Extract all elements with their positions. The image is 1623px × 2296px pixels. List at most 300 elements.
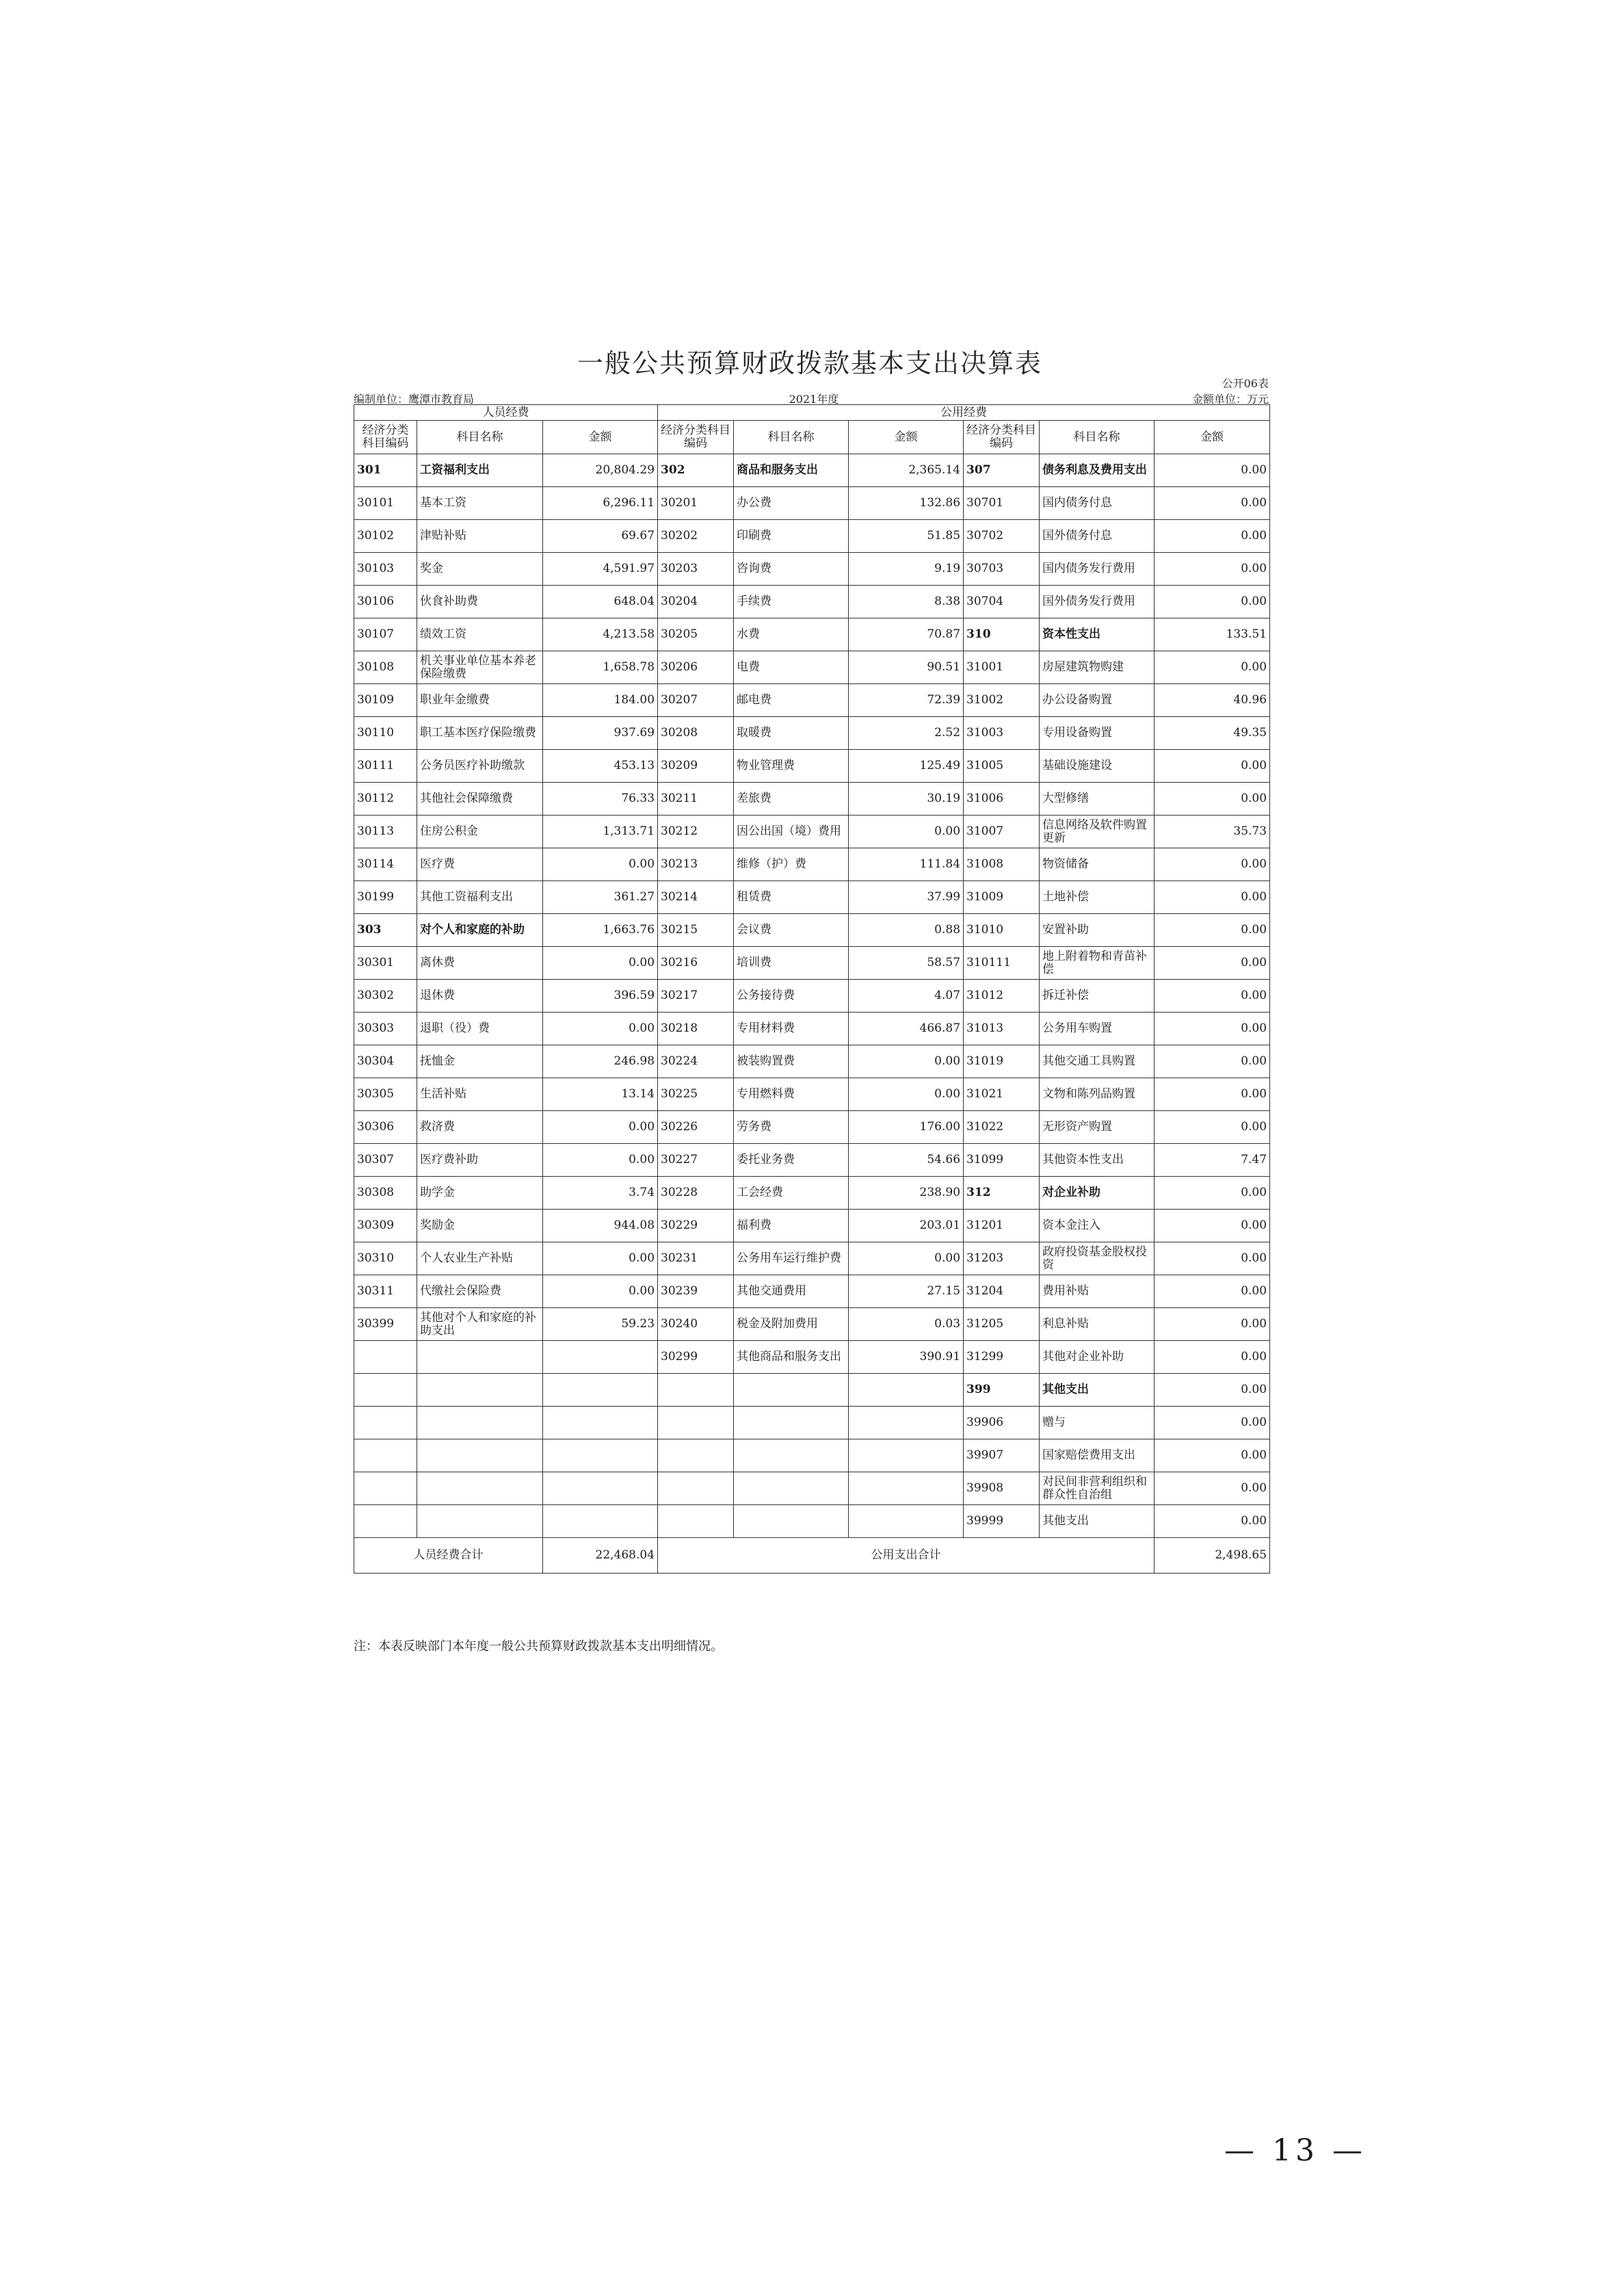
subject-name-cell: 办公费 xyxy=(734,487,849,520)
subject-name-cell: 水费 xyxy=(734,618,849,651)
table-row xyxy=(354,454,1270,487)
subject-name-cell: 工资福利支出 xyxy=(417,454,543,487)
subject-name-cell: 物业管理费 xyxy=(734,750,849,783)
subject-code-cell: 30111 xyxy=(354,750,417,783)
table-row xyxy=(354,1407,1270,1439)
subject-name-cell xyxy=(734,1505,849,1538)
amount-cell xyxy=(543,1439,658,1472)
subject-code-cell: 30214 xyxy=(658,881,734,914)
table-row xyxy=(354,1505,1270,1538)
subject-name-cell: 其他支出 xyxy=(1040,1374,1154,1407)
personnel-total-value: 22,468.04 xyxy=(543,1538,658,1574)
subject-name-cell: 其他对企业补助 xyxy=(1040,1341,1154,1374)
subject-code-cell: 30203 xyxy=(658,553,734,586)
subject-code-cell: 30213 xyxy=(658,848,734,881)
subject-name-cell: 邮电费 xyxy=(734,684,849,717)
amount-cell: 111.84 xyxy=(849,848,964,881)
subject-code-cell: 30208 xyxy=(658,717,734,750)
subject-code-cell xyxy=(658,1472,734,1505)
subject-code-cell: 31019 xyxy=(964,1045,1040,1078)
amount-cell: 0.00 xyxy=(1154,1013,1270,1045)
subject-code-cell: 31007 xyxy=(964,816,1040,848)
subject-code-cell: 30204 xyxy=(658,586,734,618)
subject-name-cell: 税金及附加费用 xyxy=(734,1308,849,1341)
table-row xyxy=(354,487,1270,520)
subject-name-cell: 其他支出 xyxy=(1040,1505,1154,1538)
amount-cell: 0.00 xyxy=(543,947,658,980)
amount-cell: 125.49 xyxy=(849,750,964,783)
subject-code-cell: 30109 xyxy=(354,684,417,717)
subject-name-cell: 土地补偿 xyxy=(1040,881,1154,914)
subject-code-cell: 310111 xyxy=(964,947,1040,980)
subject-name-cell: 劳务费 xyxy=(734,1111,849,1144)
subject-code-cell xyxy=(354,1505,417,1538)
subject-code-cell: 30307 xyxy=(354,1144,417,1177)
subject-code-cell: 30311 xyxy=(354,1275,417,1308)
subject-name-cell: 资本性支出 xyxy=(1040,618,1154,651)
amount-cell: 30.19 xyxy=(849,783,964,816)
subject-code-cell: 30704 xyxy=(964,586,1040,618)
amount-cell xyxy=(543,1341,658,1374)
subject-code-cell: 30206 xyxy=(658,651,734,684)
amount-cell: 0.00 xyxy=(543,1275,658,1308)
subject-code-cell: 31022 xyxy=(964,1111,1040,1144)
subject-code-cell: 31203 xyxy=(964,1242,1040,1275)
table-note: 注：本表反映部门本年度一般公共预算财政拨款基本支出明细情况。 xyxy=(354,1639,723,1654)
subject-name-cell: 对企业补助 xyxy=(1040,1177,1154,1210)
subject-code-cell: 30224 xyxy=(658,1045,734,1078)
subject-name-cell: 奖金 xyxy=(417,553,543,586)
amount-cell: 58.57 xyxy=(849,947,964,980)
subject-name-cell xyxy=(734,1472,849,1505)
subject-name-cell: 退职（役）费 xyxy=(417,1013,543,1045)
subject-code-cell: 302 xyxy=(658,454,734,487)
subject-name-cell: 职工基本医疗保险缴费 xyxy=(417,717,543,750)
amount-cell: 944.08 xyxy=(543,1210,658,1242)
subject-name-cell: 费用补贴 xyxy=(1040,1275,1154,1308)
subject-code-cell: 312 xyxy=(964,1177,1040,1210)
amount-cell: 0.03 xyxy=(849,1308,964,1341)
amount-cell: 8.38 xyxy=(849,586,964,618)
amount-cell: 1,663.76 xyxy=(543,914,658,947)
column-header-amount: 金额 xyxy=(849,421,964,454)
subject-code-cell: 30303 xyxy=(354,1013,417,1045)
subject-name-cell: 公务用车运行维护费 xyxy=(734,1242,849,1275)
subject-name-cell: 抚恤金 xyxy=(417,1045,543,1078)
amount-cell: 0.88 xyxy=(849,914,964,947)
subject-name-cell: 文物和陈列品购置 xyxy=(1040,1078,1154,1111)
subject-code-cell: 30209 xyxy=(658,750,734,783)
table-row xyxy=(354,1210,1270,1242)
amount-cell: 0.00 xyxy=(1154,553,1270,586)
subject-code-cell: 30114 xyxy=(354,848,417,881)
subject-code-cell: 30212 xyxy=(658,816,734,848)
table-row xyxy=(354,651,1270,684)
subject-name-cell: 差旅费 xyxy=(734,783,849,816)
subject-name-cell xyxy=(417,1439,543,1472)
subject-code-cell: 30217 xyxy=(658,980,734,1013)
table-title: 一般公共预算财政拨款基本支出决算表 xyxy=(577,348,1042,378)
amount-cell: 184.00 xyxy=(543,684,658,717)
subject-code-cell: 31013 xyxy=(964,1013,1040,1045)
subject-code-cell: 30228 xyxy=(658,1177,734,1210)
subject-code-cell: 399 xyxy=(964,1374,1040,1407)
table-row xyxy=(354,1013,1270,1045)
table-row xyxy=(354,1177,1270,1210)
subject-code-cell: 30211 xyxy=(658,783,734,816)
subject-name-cell: 绩效工资 xyxy=(417,618,543,651)
amount-cell: 133.51 xyxy=(1154,618,1270,651)
table-row xyxy=(354,947,1270,980)
amount-cell: 0.00 xyxy=(1154,848,1270,881)
subject-code-cell: 31002 xyxy=(964,684,1040,717)
table-row xyxy=(354,586,1270,618)
amount-cell: 4,591.97 xyxy=(543,553,658,586)
amount-cell: 203.01 xyxy=(849,1210,964,1242)
subject-name-cell xyxy=(734,1374,849,1407)
table-row xyxy=(354,750,1270,783)
fiscal-year: 2021年度 xyxy=(789,393,839,406)
subject-code-cell: 30229 xyxy=(658,1210,734,1242)
subject-name-cell: 工会经费 xyxy=(734,1177,849,1210)
amount-cell: 90.51 xyxy=(849,651,964,684)
amount-cell: 648.04 xyxy=(543,586,658,618)
subject-code-cell: 30305 xyxy=(354,1078,417,1111)
subject-code-cell: 39907 xyxy=(964,1439,1040,1472)
table-row xyxy=(354,520,1270,553)
subject-name-cell: 政府投资基金股权投资 xyxy=(1040,1242,1154,1275)
subject-code-cell: 30310 xyxy=(354,1242,417,1275)
amount-cell: 0.00 xyxy=(1154,1078,1270,1111)
amount-cell: 1,313.71 xyxy=(543,816,658,848)
amount-cell: 51.85 xyxy=(849,520,964,553)
subject-code-cell: 31003 xyxy=(964,717,1040,750)
table-row xyxy=(354,1111,1270,1144)
subject-code-cell: 30308 xyxy=(354,1177,417,1210)
amount-cell: 0.00 xyxy=(1154,1111,1270,1144)
amount-cell: 76.33 xyxy=(543,783,658,816)
subject-name-cell: 医疗费补助 xyxy=(417,1144,543,1177)
table-row xyxy=(354,816,1270,848)
amount-cell: 0.00 xyxy=(1154,651,1270,684)
amount-cell: 176.00 xyxy=(849,1111,964,1144)
subject-code-cell: 31099 xyxy=(964,1144,1040,1177)
amount-cell: 0.00 xyxy=(1154,1407,1270,1439)
amount-cell xyxy=(543,1374,658,1407)
table-row xyxy=(354,848,1270,881)
subject-code-cell: 30701 xyxy=(964,487,1040,520)
subject-name-cell: 其他对个人和家庭的补助支出 xyxy=(417,1308,543,1341)
subject-name-cell: 赠与 xyxy=(1040,1407,1154,1439)
subject-code-cell: 30205 xyxy=(658,618,734,651)
amount-cell: 37.99 xyxy=(849,881,964,914)
table-row xyxy=(354,1275,1270,1308)
subject-name-cell: 奖励金 xyxy=(417,1210,543,1242)
table-row xyxy=(354,1374,1270,1407)
column-header-code: 经济分类科目编码 xyxy=(964,421,1040,454)
subject-name-cell: 助学金 xyxy=(417,1177,543,1210)
amount-cell xyxy=(849,1472,964,1505)
amount-cell xyxy=(849,1439,964,1472)
subject-code-cell: 30110 xyxy=(354,717,417,750)
amount-cell: 132.86 xyxy=(849,487,964,520)
amount-cell: 0.00 xyxy=(543,1013,658,1045)
subject-code-cell: 30702 xyxy=(964,520,1040,553)
amount-cell: 0.00 xyxy=(1154,947,1270,980)
subject-name-cell: 福利费 xyxy=(734,1210,849,1242)
amount-cell: 0.00 xyxy=(849,816,964,848)
amount-cell: 0.00 xyxy=(1154,1472,1270,1505)
amount-cell: 35.73 xyxy=(1154,816,1270,848)
subject-code-cell xyxy=(658,1374,734,1407)
amount-cell xyxy=(543,1505,658,1538)
table-row xyxy=(354,553,1270,586)
subject-name-cell: 其他社会保障缴费 xyxy=(417,783,543,816)
subject-code-cell: 30202 xyxy=(658,520,734,553)
amount-cell: 0.00 xyxy=(1154,1177,1270,1210)
subject-name-cell: 公务接待费 xyxy=(734,980,849,1013)
subject-code-cell: 30215 xyxy=(658,914,734,947)
subject-code-cell: 30226 xyxy=(658,1111,734,1144)
amount-cell: 0.00 xyxy=(543,1144,658,1177)
subject-name-cell: 物资储备 xyxy=(1040,848,1154,881)
subject-name-cell: 其他交通工具购置 xyxy=(1040,1045,1154,1078)
amount-cell: 0.00 xyxy=(1154,1308,1270,1341)
subject-code-cell: 30106 xyxy=(354,586,417,618)
subject-code-cell: 30216 xyxy=(658,947,734,980)
table-row xyxy=(354,717,1270,750)
table-row xyxy=(354,1341,1270,1374)
subject-name-cell: 对个人和家庭的补助 xyxy=(417,914,543,947)
table-row xyxy=(354,684,1270,717)
subject-name-cell xyxy=(417,1505,543,1538)
subject-code-cell xyxy=(354,1374,417,1407)
subject-code-cell: 31001 xyxy=(964,651,1040,684)
amount-cell: 0.00 xyxy=(543,1111,658,1144)
subject-name-cell: 代缴社会保险费 xyxy=(417,1275,543,1308)
column-header-code: 经济分类科目编码 xyxy=(658,421,734,454)
subject-name-cell: 国外债务发行费用 xyxy=(1040,586,1154,618)
subject-code-cell: 39908 xyxy=(964,1472,1040,1505)
amount-cell: 937.69 xyxy=(543,717,658,750)
amount-cell xyxy=(849,1505,964,1538)
subject-name-cell: 地上附着物和青苗补偿 xyxy=(1040,947,1154,980)
subject-code-cell: 30703 xyxy=(964,553,1040,586)
subject-name-cell: 专用材料费 xyxy=(734,1013,849,1045)
subject-code-cell: 31299 xyxy=(964,1341,1040,1374)
subject-code-cell: 303 xyxy=(354,914,417,947)
amount-cell: 6,296.11 xyxy=(543,487,658,520)
subject-name-cell: 伙食补助费 xyxy=(417,586,543,618)
compiling-unit: 编制单位：鹰潭市教育局 xyxy=(354,393,475,406)
subject-name-cell: 专用燃料费 xyxy=(734,1078,849,1111)
amount-cell: 40.96 xyxy=(1154,684,1270,717)
subject-name-cell: 会议费 xyxy=(734,914,849,947)
column-header-amount: 金额 xyxy=(1154,421,1270,454)
amount-cell: 49.35 xyxy=(1154,717,1270,750)
column-header-amount: 金额 xyxy=(543,421,658,454)
subject-code-cell xyxy=(658,1505,734,1538)
subject-name-cell: 住房公积金 xyxy=(417,816,543,848)
amount-cell xyxy=(543,1472,658,1505)
subject-name-cell: 咨询费 xyxy=(734,553,849,586)
amount-cell: 0.00 xyxy=(1154,881,1270,914)
subject-name-cell: 大型修缮 xyxy=(1040,783,1154,816)
subject-code-cell: 30108 xyxy=(354,651,417,684)
amount-cell: 0.00 xyxy=(543,1242,658,1275)
subject-code-cell: 30306 xyxy=(354,1111,417,1144)
subject-code-cell: 31008 xyxy=(964,848,1040,881)
subject-name-cell: 房屋建筑物购建 xyxy=(1040,651,1154,684)
subject-name-cell: 办公设备购置 xyxy=(1040,684,1154,717)
column-header-name: 科目名称 xyxy=(417,421,543,454)
amount-cell xyxy=(543,1407,658,1439)
subject-name-cell: 救济费 xyxy=(417,1111,543,1144)
subject-name-cell: 离休费 xyxy=(417,947,543,980)
subject-name-cell: 公务用车购置 xyxy=(1040,1013,1154,1045)
table-row xyxy=(354,1078,1270,1111)
subject-code-cell: 30199 xyxy=(354,881,417,914)
subject-code-cell: 39906 xyxy=(964,1407,1040,1439)
personnel-total-label: 人员经费合计 xyxy=(354,1538,543,1574)
subject-code-cell xyxy=(658,1407,734,1439)
subject-name-cell: 对民间非营利组织和群众性自治组 xyxy=(1040,1472,1154,1505)
subject-name-cell: 取暖费 xyxy=(734,717,849,750)
amount-cell: 0.00 xyxy=(1154,1242,1270,1275)
subject-code-cell: 30112 xyxy=(354,783,417,816)
subject-name-cell: 利息补贴 xyxy=(1040,1308,1154,1341)
subject-name-cell: 被装购置费 xyxy=(734,1045,849,1078)
subject-code-cell: 39999 xyxy=(964,1505,1040,1538)
subject-code-cell: 30299 xyxy=(658,1341,734,1374)
subject-name-cell xyxy=(734,1439,849,1472)
amount-cell: 27.15 xyxy=(849,1275,964,1308)
subject-name-cell: 退休费 xyxy=(417,980,543,1013)
subject-name-cell: 商品和服务支出 xyxy=(734,454,849,487)
subject-code-cell: 30201 xyxy=(658,487,734,520)
subject-code-cell: 30101 xyxy=(354,487,417,520)
table-row xyxy=(354,1045,1270,1078)
amount-cell: 0.00 xyxy=(1154,1275,1270,1308)
subject-code-cell: 30302 xyxy=(354,980,417,1013)
amount-cell: 0.00 xyxy=(1154,1505,1270,1538)
amount-cell: 59.23 xyxy=(543,1308,658,1341)
amount-cell: 0.00 xyxy=(543,848,658,881)
amount-cell: 9.19 xyxy=(849,553,964,586)
amount-cell: 453.13 xyxy=(543,750,658,783)
subject-name-cell: 津贴补贴 xyxy=(417,520,543,553)
subject-code-cell: 30240 xyxy=(658,1308,734,1341)
subject-code-cell: 31006 xyxy=(964,783,1040,816)
subject-name-cell: 资本金注入 xyxy=(1040,1210,1154,1242)
subject-name-cell: 国家赔偿费用支出 xyxy=(1040,1439,1154,1472)
amount-cell: 0.00 xyxy=(849,1078,964,1111)
amount-cell: 2,365.14 xyxy=(849,454,964,487)
public-expense-header: 公用经费 xyxy=(658,405,1270,421)
amount-cell: 246.98 xyxy=(543,1045,658,1078)
subject-code-cell: 31021 xyxy=(964,1078,1040,1111)
subject-name-cell: 基本工资 xyxy=(417,487,543,520)
amount-cell: 0.00 xyxy=(849,1242,964,1275)
public-total-label: 公用支出合计 xyxy=(658,1538,1154,1574)
column-header-code: 经济分类科目编码 xyxy=(354,421,417,454)
subject-name-cell: 其他交通费用 xyxy=(734,1275,849,1308)
subject-name-cell: 职业年金缴费 xyxy=(417,684,543,717)
subject-code-cell: 31204 xyxy=(964,1275,1040,1308)
amount-cell: 72.39 xyxy=(849,684,964,717)
subject-code-cell: 310 xyxy=(964,618,1040,651)
subject-code-cell xyxy=(658,1439,734,1472)
subject-name-cell: 生活补贴 xyxy=(417,1078,543,1111)
subject-name-cell: 国外债务付息 xyxy=(1040,520,1154,553)
subject-code-cell xyxy=(354,1341,417,1374)
subject-name-cell xyxy=(417,1374,543,1407)
amount-cell: 2.52 xyxy=(849,717,964,750)
amount-cell: 0.00 xyxy=(1154,914,1270,947)
subject-code-cell: 30239 xyxy=(658,1275,734,1308)
page-number: — 13 — xyxy=(1224,2133,1367,2168)
amount-cell: 0.00 xyxy=(1154,1439,1270,1472)
subject-name-cell: 安置补助 xyxy=(1040,914,1154,947)
amount-cell xyxy=(849,1374,964,1407)
subject-code-cell xyxy=(354,1439,417,1472)
amount-cell: 0.00 xyxy=(1154,980,1270,1013)
amount-cell: 396.59 xyxy=(543,980,658,1013)
subject-code-cell: 30103 xyxy=(354,553,417,586)
amount-cell: 361.27 xyxy=(543,881,658,914)
subject-code-cell: 31005 xyxy=(964,750,1040,783)
subject-code-cell: 30102 xyxy=(354,520,417,553)
subject-name-cell: 信息网络及软件购置更新 xyxy=(1040,816,1154,848)
column-header-name: 科目名称 xyxy=(734,421,849,454)
personnel-expense-header: 人员经费 xyxy=(354,405,658,421)
subject-name-cell xyxy=(417,1472,543,1505)
table-row xyxy=(354,1308,1270,1341)
subject-code-cell: 31201 xyxy=(964,1210,1040,1242)
subject-name-cell: 医疗费 xyxy=(417,848,543,881)
amount-cell: 0.00 xyxy=(1154,586,1270,618)
amount-cell: 0.00 xyxy=(1154,487,1270,520)
subject-name-cell: 无形资产购置 xyxy=(1040,1111,1154,1144)
subject-code-cell: 30218 xyxy=(658,1013,734,1045)
subject-name-cell: 公务员医疗补助缴款 xyxy=(417,750,543,783)
table-row xyxy=(354,783,1270,816)
subject-name-cell: 债务利息及费用支出 xyxy=(1040,454,1154,487)
table-row xyxy=(354,618,1270,651)
subject-code-cell: 31009 xyxy=(964,881,1040,914)
table-row xyxy=(354,1439,1270,1472)
subject-name-cell xyxy=(417,1407,543,1439)
amount-cell: 54.66 xyxy=(849,1144,964,1177)
subject-code-cell: 31010 xyxy=(964,914,1040,947)
totals-row xyxy=(354,1538,1270,1574)
amount-cell: 390.91 xyxy=(849,1341,964,1374)
amount-cell: 0.00 xyxy=(1154,1374,1270,1407)
subject-name-cell: 拆迁补偿 xyxy=(1040,980,1154,1013)
subject-name-cell xyxy=(417,1341,543,1374)
subject-code-cell: 30399 xyxy=(354,1308,417,1341)
amount-cell: 0.00 xyxy=(1154,783,1270,816)
subject-name-cell: 维修（护）费 xyxy=(734,848,849,881)
amount-cell xyxy=(849,1407,964,1439)
amount-cell: 238.90 xyxy=(849,1177,964,1210)
amount-cell: 13.14 xyxy=(543,1078,658,1111)
amount-unit: 金额单位：万元 xyxy=(1191,393,1269,406)
subject-code-cell: 30301 xyxy=(354,947,417,980)
subject-name-cell: 个人农业生产补贴 xyxy=(417,1242,543,1275)
subject-code-cell: 31012 xyxy=(964,980,1040,1013)
table-row xyxy=(354,914,1270,947)
